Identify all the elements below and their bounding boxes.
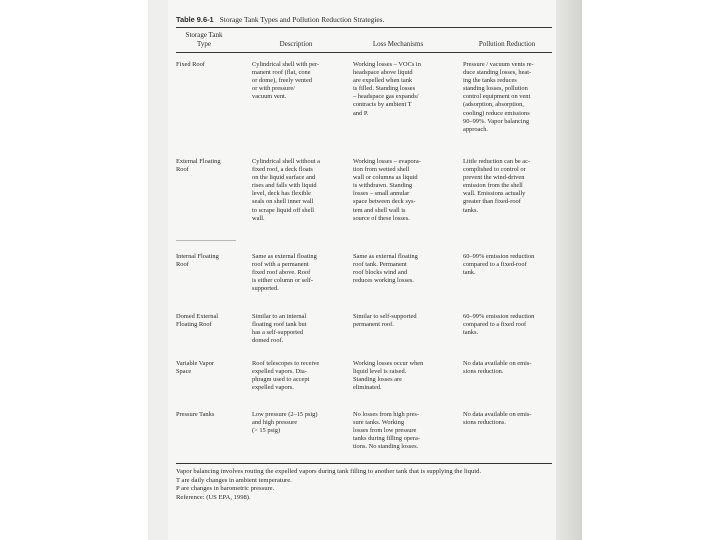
page-gutter-shadow — [556, 0, 582, 540]
row-4-reduction-cell: 60–99% emission reduction compared to a fixed roof tanks. — [463, 313, 535, 337]
row-4-loss-cell: Similar to self-supported permanent roof. — [353, 313, 417, 329]
row-6-reduction-cell: No data available on emis- sions reductions. — [463, 411, 532, 427]
row-6-loss-cell: No losses from high pres- sure tanks. Working losses from low pressure tanks during filling opera- tions. No standing losses. — [353, 411, 420, 451]
header-loss-mechanisms: Loss Mechanisms — [372, 40, 424, 48]
row-1-type-cell: Fixed Roof — [176, 61, 205, 68]
table-title: Storage Tank Types and Pollution Reduction Strategies. — [219, 15, 385, 24]
row-2-type-cell: External Floating Roof — [176, 158, 221, 174]
table-number: Table 9.6-1 — [176, 15, 214, 24]
row-2-description-cell: Cylindrical shell without a fixed roof, a deck floats on the liquid surface and rises and falls with liquid level, deck has flexible seals on shell inner wall to scrape liquid off shell wall. — [252, 158, 320, 222]
header-description: Description — [279, 40, 313, 48]
row-5-reduction-cell: No data available on emis- sions reduction. — [463, 360, 532, 376]
header-pollution-reduction: Pollution Reduction — [478, 40, 536, 48]
row-5-description-cell: Roof telescopes to receive expelled vapors. Dia- phragm used to accept expelled vapors. — [252, 360, 320, 392]
note-reference: Reference: (US EPA, 1998). — [176, 493, 251, 501]
row-4-type-cell: Domed External Floating Roof — [176, 313, 219, 329]
row-3-type-cell: Internal Floating Roof — [176, 253, 219, 269]
header-rule — [176, 52, 552, 53]
table-caption — [176, 15, 384, 24]
row-2-reduction-cell: Little reduction can be ac- complished to control or prevent the wind-driven emission from the shell wall. Emissions actually greater than fixed-roof tanks. — [463, 158, 531, 214]
row-3-description-cell: Same as external floating roof with a permanent fixed roof above. Roof is either column or self- supported. — [252, 253, 317, 293]
note-temperature: T are daily changes in ambient temperature. — [176, 476, 292, 484]
row-3-loss-cell: Same as external floating roof tank. Permanent roof blocks wind and reduces working losses. — [353, 253, 418, 285]
row-4-description-cell: Similar to an internal floating roof tank but has a self-supported domed roof. — [252, 313, 307, 345]
table-notes — [176, 468, 552, 502]
row-6-description-cell: Low pressure (2–15 psig) and high pressure (> 15 psig) — [252, 411, 318, 435]
row-1-description-cell: Cylindrical shell with per- manent roof (flat, cone or dome), freely vented or with pressure/ vacuum vent. — [252, 61, 320, 101]
header-tank-type: Storage Tank Type — [185, 31, 223, 48]
row-5-type-cell: Variable Vapor Space — [176, 360, 215, 376]
row-1-loss-cell: Working losses – VOCs in headspace above liquid are expelled when tank is filled. Standing losses – headspace gas expands/ contracts by ambient T and P. — [353, 61, 421, 117]
row-3-reduction-cell: 60–99% emission reduction compared to a fixed-roof tank. — [463, 253, 535, 277]
row-5-loss-cell: Working losses occur when liquid level is raised. Standing losses are eliminated. — [353, 360, 424, 392]
row-2-loss-cell: Working losses – evapora- tion from wetted shell wall or columns as liquid is withdrawn. Standing losses – small annular space between deck sys- tem and shell wall is source of these losses. — [353, 158, 421, 222]
note-vapor-balancing: Vapor balancing involves routing the expelled vapors during tank filling to another tank that is supplying the liquid. — [176, 468, 482, 475]
scan-artifact-line — [176, 240, 236, 241]
top-rule — [176, 27, 552, 28]
row-1-reduction-cell: Pressure / vacuum vents re- duce standing losses, heat- ing the tanks reduces standing losses, pollution control equipment on vent (adsorption, absorption, cooling) reduce emissions 90–99%. Vapor balancing approach. — [463, 61, 534, 133]
bottom-rule — [176, 463, 552, 464]
note-pressure: P are changes in barometric pressure. — [176, 485, 275, 493]
row-6-type-cell: Pressure Tanks — [176, 411, 215, 418]
